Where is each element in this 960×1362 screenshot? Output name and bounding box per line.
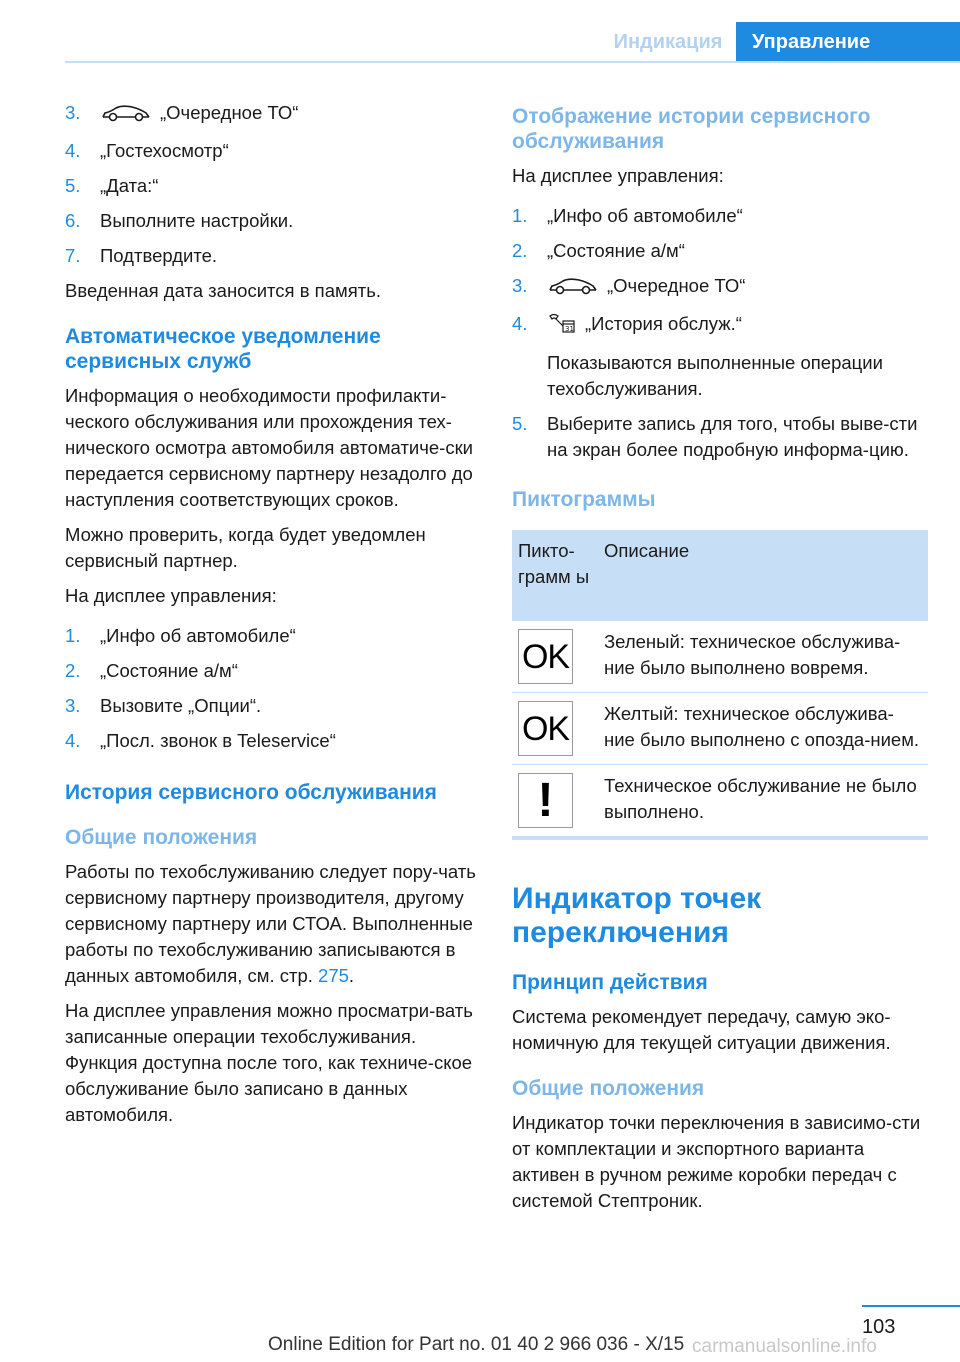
paragraph-display: На дисплее управления: [65,585,277,606]
list-text: „Инфо об автомобиле“ [100,625,296,646]
page-link-275[interactable]: 275 [318,965,349,986]
list-number: 2. [65,660,81,681]
list-text: „Посл. звонок в Teleservice“ [100,730,336,751]
paragraph-works-text: Работы по техобслуживанию следует пору-чать сервисному партнеру производителя, другому сервисному партнеру или СТОА. Выполненные работы по техобслуживанию записываются в данных автомобиля, см. стр. [65,861,476,986]
list-subtext: Показываются выполненные операции техобслуживания. [547,352,883,399]
footer-divider [862,1305,960,1307]
list-number: 1. [512,205,528,226]
svg-text:31: 31 [565,325,574,333]
list-text: „Очередное ТО“ [607,275,746,296]
list-number: 7. [65,245,81,266]
car-icon [547,276,599,302]
service-history-icon [547,312,577,341]
list-item [65,623,477,649]
list-item [65,243,477,269]
table-header [512,530,928,621]
list-item [65,693,477,719]
list-text: „Дата:“ [100,175,159,196]
list-text: Вызовите „Опции“. [100,695,262,716]
list-text: „Инфо об автомобиле“ [547,205,743,226]
list-number: 5. [65,175,81,196]
history-steps-list [512,203,928,463]
paragraph-display: На дисплее управления: [512,165,724,186]
table-row [512,765,928,836]
edition-text: Online Edition for Part no. 01 40 2 966 036 - X/15 [268,1334,685,1355]
list-number: 6. [65,210,81,231]
list-text: „История обслуж.“ [585,313,742,334]
list-text: Выполните настройки. [100,210,294,231]
paragraph-works-end: . [348,965,355,986]
list-text: „Очередное ТО“ [160,102,299,123]
left-column [65,100,477,1137]
list-number: 5. [512,413,528,434]
list-item [512,411,928,463]
list-item [512,203,928,229]
table-cell-description: Зеленый: техническое обслужива-ние было выполнено вовремя. [604,631,901,678]
list-text: Подтвердите. [100,245,218,266]
paragraph-principle: Система рекомендует передачу, самую эко-номичную для текущей ситуации движения. [512,1006,891,1053]
tab-indication[interactable]: Индикация [613,31,723,53]
pictogram-table [512,530,928,840]
list-item [65,658,477,684]
list-number: 4. [512,313,528,334]
paragraph-saved: Введенная дата заносится в память. [65,280,381,301]
table-cell-description: Желтый: техническое обслужива-ние было выполнено с опозда-нием. [604,703,920,750]
list-number: 2. [512,240,528,261]
paragraph-info: Информация о необходимости профилакти-ческого обслуживания или прохождения тех-нического осмотра автомобиля автоматиче-ски передается сервисному партнеру незадолго до наступления соответствующих сроков. [65,385,474,510]
heading-pictograms: Пиктограммы [512,488,656,511]
heading-auto-notification: Автоматическое уведомление сервисных служб [65,325,381,373]
exclamation-icon [518,773,573,828]
tab-control[interactable]: Управление [736,22,960,63]
list-number: 3. [65,695,81,716]
list-number: 4. [65,730,81,751]
heading-show-history: Отображение истории сервисного обслуживания [512,105,871,153]
paragraph-works [65,859,477,989]
table-cell-pictogram [512,693,602,764]
table-cell-pictogram [512,765,602,836]
paragraph-view: На дисплее управления можно просматри-вать записанные операции техобслуживания. Функция доступна после того, как техниче-ское обслуживание было записано в данных автомобиля. [65,1000,473,1125]
list-item [65,173,477,199]
list-item [512,273,928,302]
list-number: 3. [512,275,528,296]
settings-steps-list [65,100,477,269]
right-column [512,100,928,1223]
list-item [512,238,928,264]
heading-general: Общие положения [65,826,258,849]
heading-general: Общие положения [512,1077,705,1100]
page-number: 103 [862,1316,896,1338]
list-text: „Состояние а/м“ [100,660,238,681]
paragraph-general: Индикатор точки переключения в зависимо-сти от комплектации и экспортного варианта активен в ручном режиме коробки передач с системой Стептроник. [512,1112,921,1211]
table-row [512,621,928,693]
list-item [65,208,477,234]
table-cell-description: Техническое обслуживание не было выполнено. [604,775,917,822]
list-item [65,728,477,754]
notification-steps-list [65,623,477,754]
list-item [512,311,928,402]
heading-shift-indicator: Индикатор точек переключения [512,882,762,949]
header-divider [65,61,960,63]
list-number: 1. [65,625,81,646]
car-icon [100,103,152,129]
table-header-pictogram: Пикто-грамм ы [518,540,590,587]
pictogram-label: OK [521,637,570,676]
watermark: carmanualsonline.info [692,1336,877,1357]
table-row [512,693,928,765]
pictogram-label: ! [537,773,554,827]
list-item [65,138,477,164]
list-text: Выберите запись для того, чтобы выве-сти на экран более подробную информа-цию. [547,413,918,460]
pictogram-label: OK [521,709,570,748]
list-text: „Гостехосмотр“ [100,140,229,161]
ok-green-pictogram [518,629,573,684]
table-cell-pictogram [512,621,602,692]
list-number: 4. [65,140,81,161]
table-header-description: Описание [604,540,690,561]
paragraph-check: Можно проверить, когда будет уведомлен сервисный партнер. [65,524,426,571]
list-item [65,100,477,129]
ok-yellow-pictogram [518,701,573,756]
list-text: „Состояние а/м“ [547,240,685,261]
list-number: 3. [65,102,81,123]
heading-service-history: История сервисного обслуживания [65,781,437,804]
heading-principle: Принцип действия [512,971,708,994]
